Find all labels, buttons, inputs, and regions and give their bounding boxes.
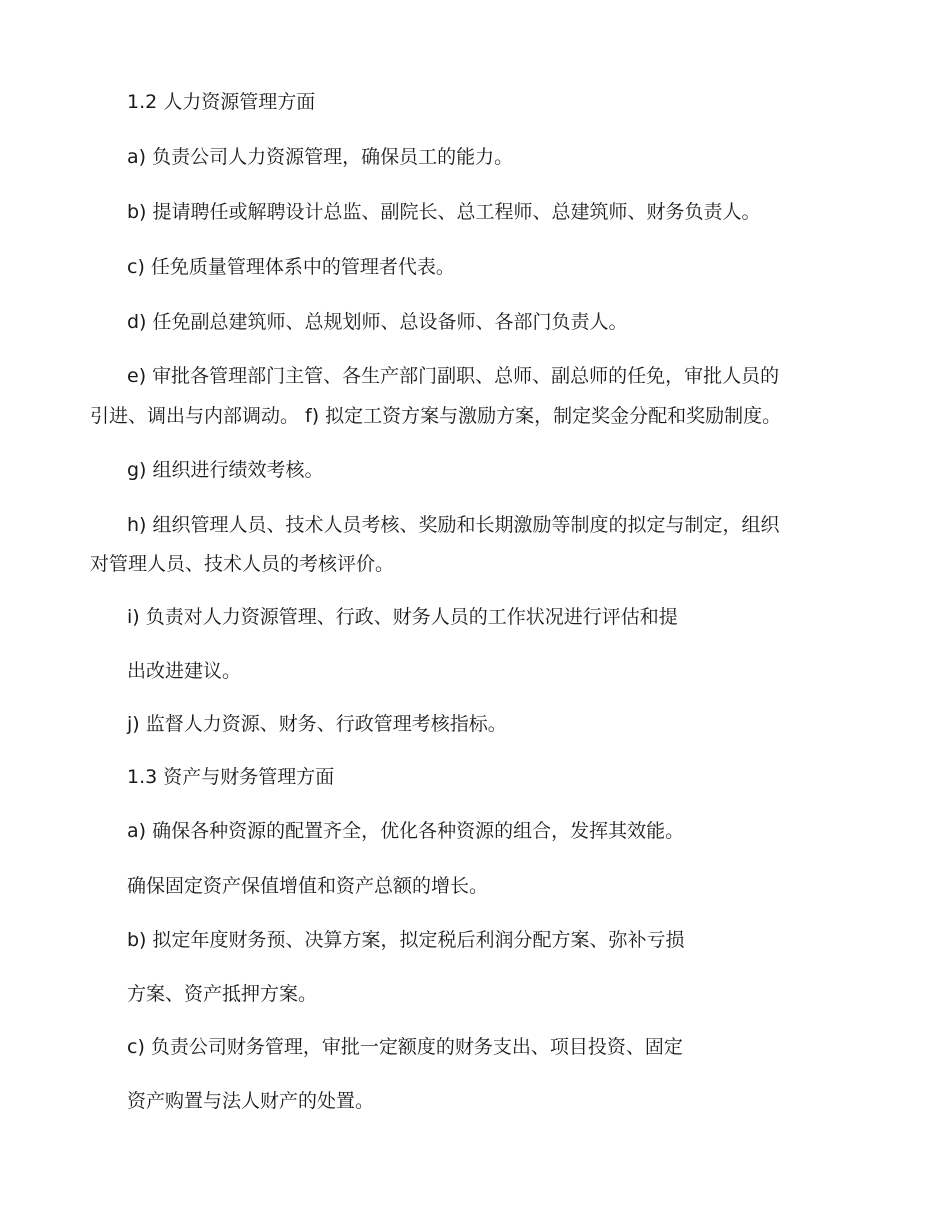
paragraph-hr-i: i) 负责对人力资源管理、行政、财务人员的工作状况进行评估和提 — [127, 606, 678, 628]
paragraph-asset-c-cont: 资产购置与法人财产的处置。 — [127, 1090, 375, 1112]
paragraph-hr-a: a) 负责公司人力资源管理，确保员工的能力。 — [127, 146, 514, 168]
paragraph-hr-c: c) 任免质量管理体系中的管理者代表。 — [127, 256, 455, 278]
section-heading-1-3: 1.3 资产与财务管理方面 — [127, 766, 335, 788]
paragraph-hr-h: h) 组织管理人员、技术人员考核、奖励和长期激励等制度的拟定与制定，组织 — [127, 514, 780, 536]
paragraph-asset-a: a) 确保各种资源的配置齐全，优化各种资源的组合，发挥其效能。 — [127, 820, 685, 842]
paragraph-hr-j: j) 监督人力资源、财务、行政管理考核指标。 — [127, 713, 507, 735]
paragraph-asset-b: b) 拟定年度财务预、决算方案，拟定税后利润分配方案、弥补亏损 — [127, 929, 685, 951]
paragraph-asset-b-cont: 方案、资产抵押方案。 — [127, 983, 318, 1005]
section-heading-1-2: 1.2 人力资源管理方面 — [127, 91, 316, 113]
paragraph-hr-e: e) 审批各管理部门主管、各生产部门副职、总师、副总师的任免，审批人员的 — [127, 365, 780, 387]
paragraph-hr-d: d) 任免副总建筑师、总规划师、总设备师、各部门负责人。 — [127, 311, 628, 333]
paragraph-hr-e-cont: 引进、调出与内部调动。 f) 拟定工资方案与激励方案，制定奖金分配和奖励制度。 — [90, 405, 782, 427]
paragraph-hr-h-cont: 对管理人员、技术人员的考核评价。 — [90, 553, 395, 575]
paragraph-hr-i-cont: 出改进建议。 — [127, 660, 242, 682]
paragraph-asset-a-cont: 确保固定资产保值增值和资产总额的增长。 — [127, 875, 489, 897]
paragraph-hr-g: g) 组织进行绩效考核。 — [127, 459, 324, 481]
paragraph-hr-b: b) 提请聘任或解聘设计总监、副院长、总工程师、总建筑师、财务负责人。 — [127, 201, 761, 223]
paragraph-asset-c: c) 负责公司财务管理，审批一定额度的财务支出、项目投资、固定 — [127, 1036, 683, 1058]
